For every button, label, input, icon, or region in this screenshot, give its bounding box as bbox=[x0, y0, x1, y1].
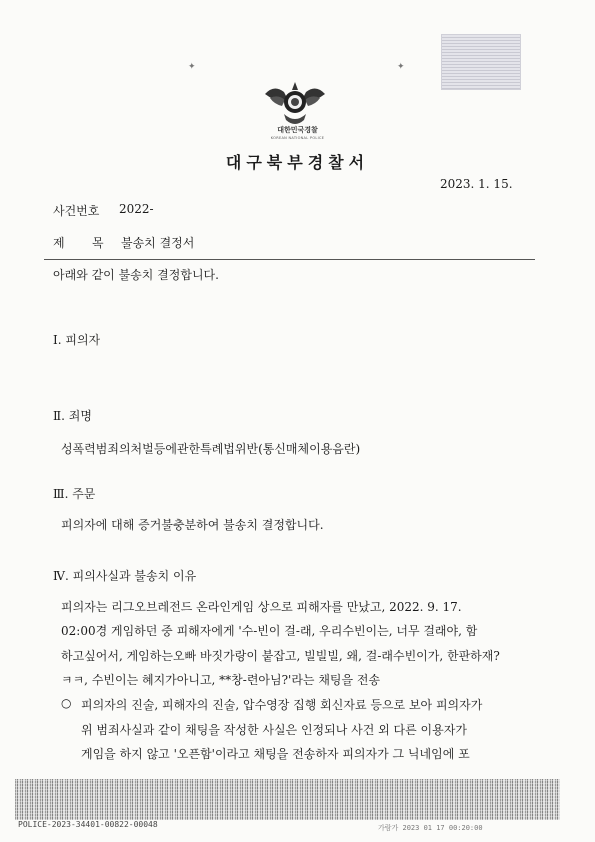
facts-bullet-line: 피의자의 진술, 피해자의 진술, 압수영장 집행 회신자료 등으로 보아 피의자가 bbox=[81, 698, 483, 712]
facts-bullet-line: 위 범죄사실과 같이 채팅을 작성한 사실은 인정되나 사건 외 다른 이용자가 bbox=[81, 723, 467, 737]
section-heading-charge: Ⅱ. 죄명 bbox=[53, 409, 92, 423]
intro-text: 아래와 같이 불송치 결정합니다. bbox=[53, 268, 219, 282]
bullet-icon: ○ bbox=[61, 696, 72, 710]
scan-speck: ✦ bbox=[188, 62, 196, 72]
decision-text: 피의자에 대해 증거불충분하여 불송치 결정합니다. bbox=[61, 518, 324, 532]
facts-line: 하고싶어서, 게임하는오빠 바짓가랑이 붙잡고, 빌빌빌, 왜, 걸-래수빈이가, 한판하재? bbox=[61, 649, 500, 663]
case-number-value: 2022- bbox=[119, 202, 154, 216]
case-number-label: 사건번호 bbox=[53, 204, 100, 218]
scan-speck: ✦ bbox=[397, 62, 405, 72]
facts-line: ㅋㅋ, 수빈이는 혜지가아니고, **창-련아님?'라는 채팅을 전송 bbox=[61, 673, 381, 687]
redacted-stamp bbox=[441, 34, 521, 90]
document-date: 2023. 1. 15. bbox=[440, 177, 513, 191]
redacted-footer-overlay bbox=[15, 779, 560, 820]
title-value: 불송치 결정서 bbox=[121, 236, 195, 250]
section-heading-suspect: Ⅰ. 피의자 bbox=[53, 333, 101, 347]
facts-line: 02:00경 게임하던 중 피해자에게 '수-빈이 걸-래, 우리수빈이는, 너무 걸래야, 함 bbox=[61, 624, 478, 638]
facts-bullet-line: 게임을 하지 않고 '오픈함'이라고 채팅을 전송하자 피의자가 그 닉네임에 포 bbox=[81, 747, 470, 761]
footer-timestamp: 가람가 2023 01 17 00:20:00 bbox=[378, 824, 483, 832]
emblem-label-en: KOREAN NATIONAL POLICE bbox=[270, 136, 325, 140]
title-label-2: 목 bbox=[92, 236, 104, 250]
section-heading-decision: Ⅲ. 주문 bbox=[53, 487, 96, 501]
emblem-label-kr: 대한민국경찰 bbox=[277, 126, 318, 134]
footer-document-id: POLICE-2023-34401-00822-00048 bbox=[18, 820, 158, 829]
facts-line: 피의자는 리그오브레전드 온라인게임 상으로 피해자를 만났고, 2022. 9. 17. bbox=[61, 600, 462, 614]
divider bbox=[44, 259, 535, 260]
organization-title: 대구북부경찰서 bbox=[225, 153, 370, 172]
charge-text: 성폭력범죄의처벌등에관한특례법위반(통신매체이용음란) bbox=[61, 442, 361, 456]
title-label-1: 제 bbox=[53, 236, 65, 250]
section-heading-facts: Ⅳ. 피의사실과 불송치 이유 bbox=[53, 569, 197, 583]
